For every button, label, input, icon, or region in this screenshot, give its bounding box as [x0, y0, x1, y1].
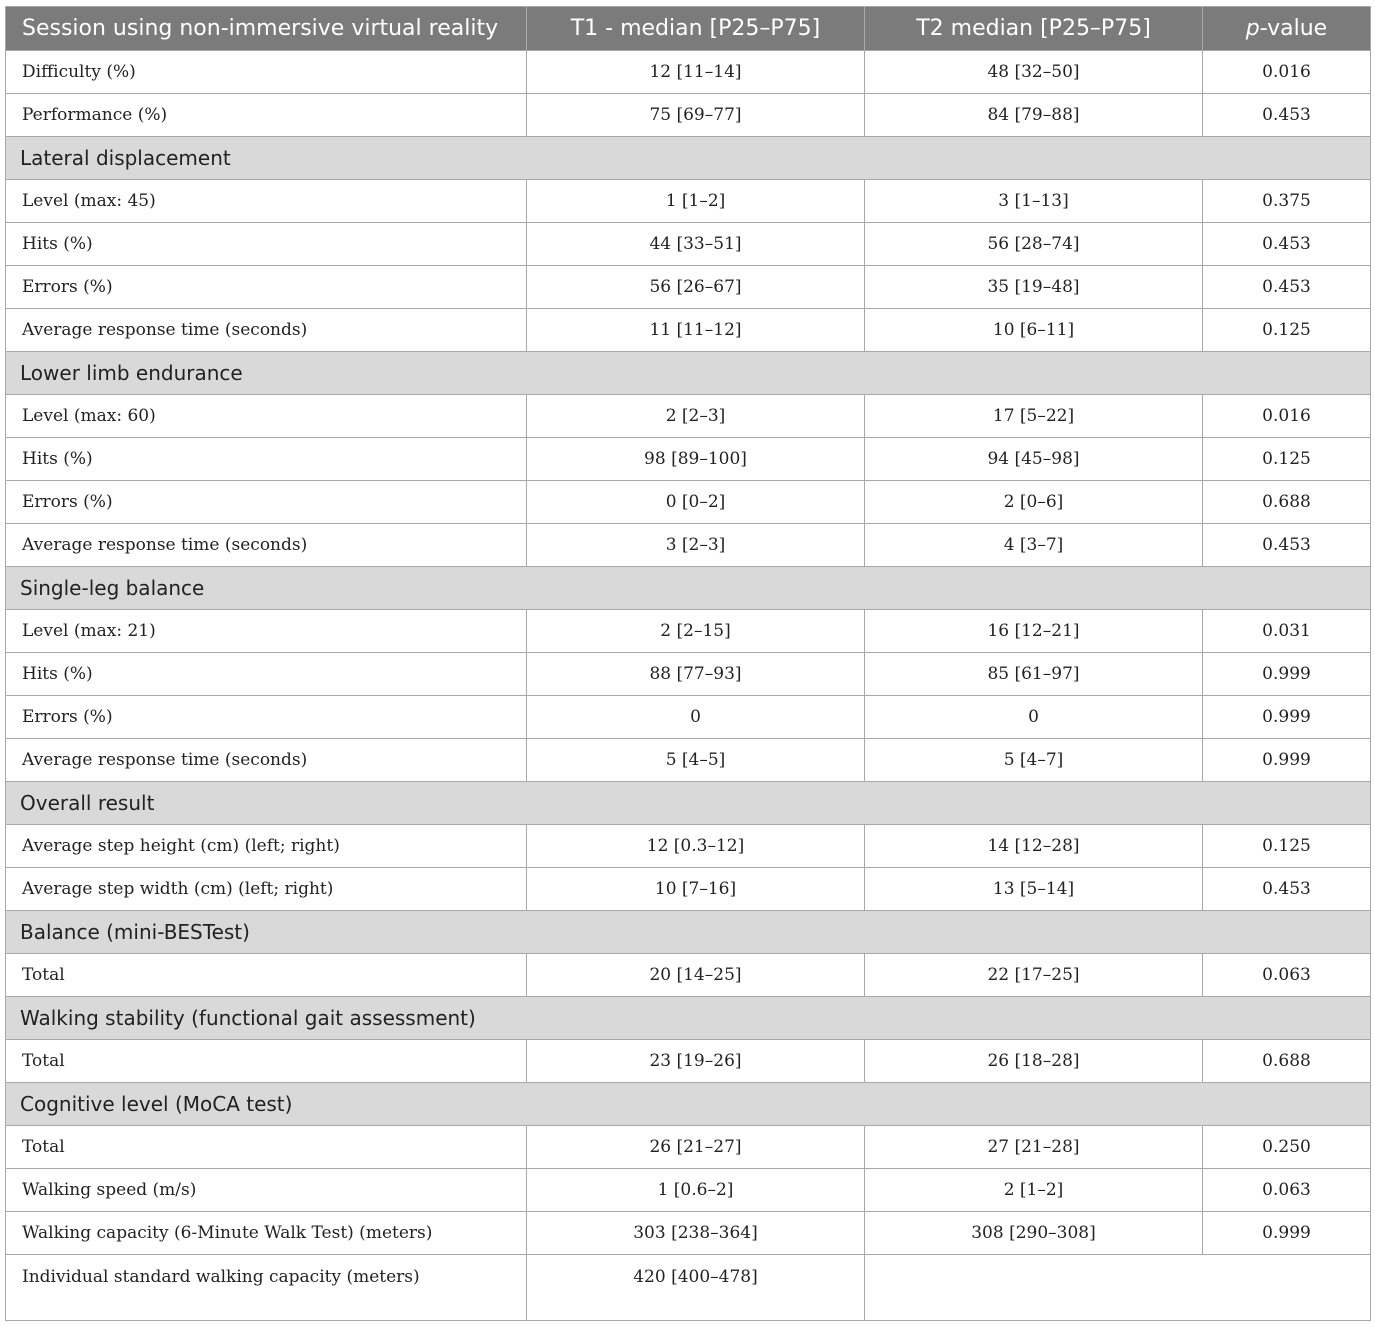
section-row	[6, 137, 1371, 180]
cell-p-value: 0.999	[1203, 1212, 1371, 1255]
cell-t2: 94 [45–98]	[865, 438, 1203, 481]
cell-t1: 5 [4–5]	[527, 739, 865, 782]
table-row	[6, 223, 1371, 266]
table-row	[6, 1040, 1371, 1083]
section-label: Overall result	[6, 782, 1371, 825]
row-label: Hits (%)	[6, 438, 527, 481]
cell-p-value: 0.999	[1203, 653, 1371, 696]
table-row	[6, 610, 1371, 653]
cell-t2: 27 [21–28]	[865, 1126, 1203, 1169]
section-label: Lower limb endurance	[6, 352, 1371, 395]
cell-t2: 84 [79–88]	[865, 94, 1203, 137]
header-t2: T2 median [P25–P75]	[865, 7, 1203, 51]
section-row	[6, 567, 1371, 610]
cell-p-value: 0.999	[1203, 739, 1371, 782]
row-label: Individual standard walking capacity (meters)	[6, 1255, 527, 1321]
cell-t2: 16 [12–21]	[865, 610, 1203, 653]
cell-t1: 1 [0.6–2]	[527, 1169, 865, 1212]
cell-t2: 13 [5–14]	[865, 868, 1203, 911]
section-row	[6, 782, 1371, 825]
cell-t1: 3 [2–3]	[527, 524, 865, 567]
cell-p-value: 0.453	[1203, 266, 1371, 309]
cell-t1: 44 [33–51]	[527, 223, 865, 266]
cell-p-value: 0.125	[1203, 825, 1371, 868]
table-row	[6, 180, 1371, 223]
cell-t1: 12 [0.3–12]	[527, 825, 865, 868]
header-p-italic: p	[1245, 16, 1260, 41]
cell-t2: 26 [18–28]	[865, 1040, 1203, 1083]
table-row	[6, 1255, 1371, 1321]
row-label: Total	[6, 1040, 527, 1083]
table-row	[6, 395, 1371, 438]
table-row	[6, 94, 1371, 137]
row-label: Level (max: 60)	[6, 395, 527, 438]
cell-t1: 0 [0–2]	[527, 481, 865, 524]
row-label: Average response time (seconds)	[6, 309, 527, 352]
section-row	[6, 352, 1371, 395]
row-label: Errors (%)	[6, 266, 527, 309]
table-row	[6, 1169, 1371, 1212]
row-label: Errors (%)	[6, 696, 527, 739]
table-row	[6, 524, 1371, 567]
cell-p-value: 0.999	[1203, 696, 1371, 739]
cell-p-value: 0.125	[1203, 438, 1371, 481]
row-label: Level (max: 21)	[6, 610, 527, 653]
cell-t2	[865, 1255, 1371, 1321]
table-row	[6, 653, 1371, 696]
cell-t1: 1 [1–2]	[527, 180, 865, 223]
cell-t2: 35 [19–48]	[865, 266, 1203, 309]
section-row	[6, 911, 1371, 954]
cell-t1: 26 [21–27]	[527, 1126, 865, 1169]
cell-p-value: 0.453	[1203, 868, 1371, 911]
cell-t1: 75 [69–77]	[527, 94, 865, 137]
table-row	[6, 481, 1371, 524]
header-p-value	[1203, 7, 1371, 51]
row-label: Hits (%)	[6, 223, 527, 266]
results-table	[5, 6, 1371, 1321]
cell-p-value: 0.031	[1203, 610, 1371, 653]
table-body	[6, 51, 1371, 1321]
cell-p-value: 0.016	[1203, 51, 1371, 94]
table-header	[6, 7, 1371, 51]
row-label: Difficulty (%)	[6, 51, 527, 94]
cell-p-value: 0.063	[1203, 1169, 1371, 1212]
row-label: Average step height (cm) (left; right)	[6, 825, 527, 868]
row-label: Walking capacity (6-Minute Walk Test) (meters)	[6, 1212, 527, 1255]
row-label: Hits (%)	[6, 653, 527, 696]
cell-t2: 2 [0–6]	[865, 481, 1203, 524]
cell-t1: 11 [11–12]	[527, 309, 865, 352]
table-row	[6, 825, 1371, 868]
row-label: Average response time (seconds)	[6, 739, 527, 782]
cell-p-value: 0.453	[1203, 524, 1371, 567]
row-label: Level (max: 45)	[6, 180, 527, 223]
section-label: Balance (mini-BESTest)	[6, 911, 1371, 954]
row-label: Total	[6, 954, 527, 997]
header-row	[6, 7, 1371, 51]
cell-t2: 10 [6–11]	[865, 309, 1203, 352]
table-row	[6, 266, 1371, 309]
section-label: Lateral displacement	[6, 137, 1371, 180]
cell-t1: 23 [19–26]	[527, 1040, 865, 1083]
cell-p-value: 0.688	[1203, 481, 1371, 524]
cell-t2: 3 [1–13]	[865, 180, 1203, 223]
cell-t2: 48 [32–50]	[865, 51, 1203, 94]
cell-t2: 14 [12–28]	[865, 825, 1203, 868]
section-row	[6, 1083, 1371, 1126]
cell-t2: 4 [3–7]	[865, 524, 1203, 567]
row-label: Errors (%)	[6, 481, 527, 524]
row-label: Total	[6, 1126, 527, 1169]
cell-t1: 56 [26–67]	[527, 266, 865, 309]
cell-p-value: 0.250	[1203, 1126, 1371, 1169]
cell-t1: 2 [2–15]	[527, 610, 865, 653]
cell-t2: 17 [5–22]	[865, 395, 1203, 438]
header-p-rest: -value	[1259, 16, 1328, 41]
section-label: Walking stability (functional gait assessment)	[6, 997, 1371, 1040]
cell-t1: 20 [14–25]	[527, 954, 865, 997]
table-row	[6, 438, 1371, 481]
cell-t2: 0	[865, 696, 1203, 739]
cell-p-value: 0.063	[1203, 954, 1371, 997]
header-session: Session using non-immersive virtual reality	[6, 7, 527, 51]
table-row	[6, 739, 1371, 782]
table-row	[6, 696, 1371, 739]
cell-t2: 85 [61–97]	[865, 653, 1203, 696]
cell-p-value: 0.453	[1203, 223, 1371, 266]
cell-t2: 5 [4–7]	[865, 739, 1203, 782]
cell-p-value: 0.125	[1203, 309, 1371, 352]
cell-t1: 303 [238–364]	[527, 1212, 865, 1255]
table-row	[6, 1126, 1371, 1169]
row-label: Performance (%)	[6, 94, 527, 137]
cell-p-value: 0.453	[1203, 94, 1371, 137]
section-label: Single-leg balance	[6, 567, 1371, 610]
table-row	[6, 51, 1371, 94]
header-t1: T1 - median [P25–P75]	[527, 7, 865, 51]
row-label: Walking speed (m/s)	[6, 1169, 527, 1212]
table-row	[6, 868, 1371, 911]
cell-t1: 10 [7–16]	[527, 868, 865, 911]
cell-t1: 420 [400–478]	[527, 1255, 865, 1321]
cell-t1: 0	[527, 696, 865, 739]
cell-t1: 12 [11–14]	[527, 51, 865, 94]
cell-t2: 22 [17–25]	[865, 954, 1203, 997]
cell-t2: 308 [290–308]	[865, 1212, 1203, 1255]
table-row	[6, 309, 1371, 352]
row-label: Average step width (cm) (left; right)	[6, 868, 527, 911]
cell-t1: 98 [89–100]	[527, 438, 865, 481]
cell-p-value: 0.688	[1203, 1040, 1371, 1083]
cell-t2: 56 [28–74]	[865, 223, 1203, 266]
row-label: Average response time (seconds)	[6, 524, 527, 567]
cell-p-value: 0.016	[1203, 395, 1371, 438]
cell-t1: 88 [77–93]	[527, 653, 865, 696]
cell-p-value: 0.375	[1203, 180, 1371, 223]
cell-t1: 2 [2–3]	[527, 395, 865, 438]
table-row	[6, 1212, 1371, 1255]
section-row	[6, 997, 1371, 1040]
table-row	[6, 954, 1371, 997]
cell-t2: 2 [1–2]	[865, 1169, 1203, 1212]
section-label: Cognitive level (MoCA test)	[6, 1083, 1371, 1126]
